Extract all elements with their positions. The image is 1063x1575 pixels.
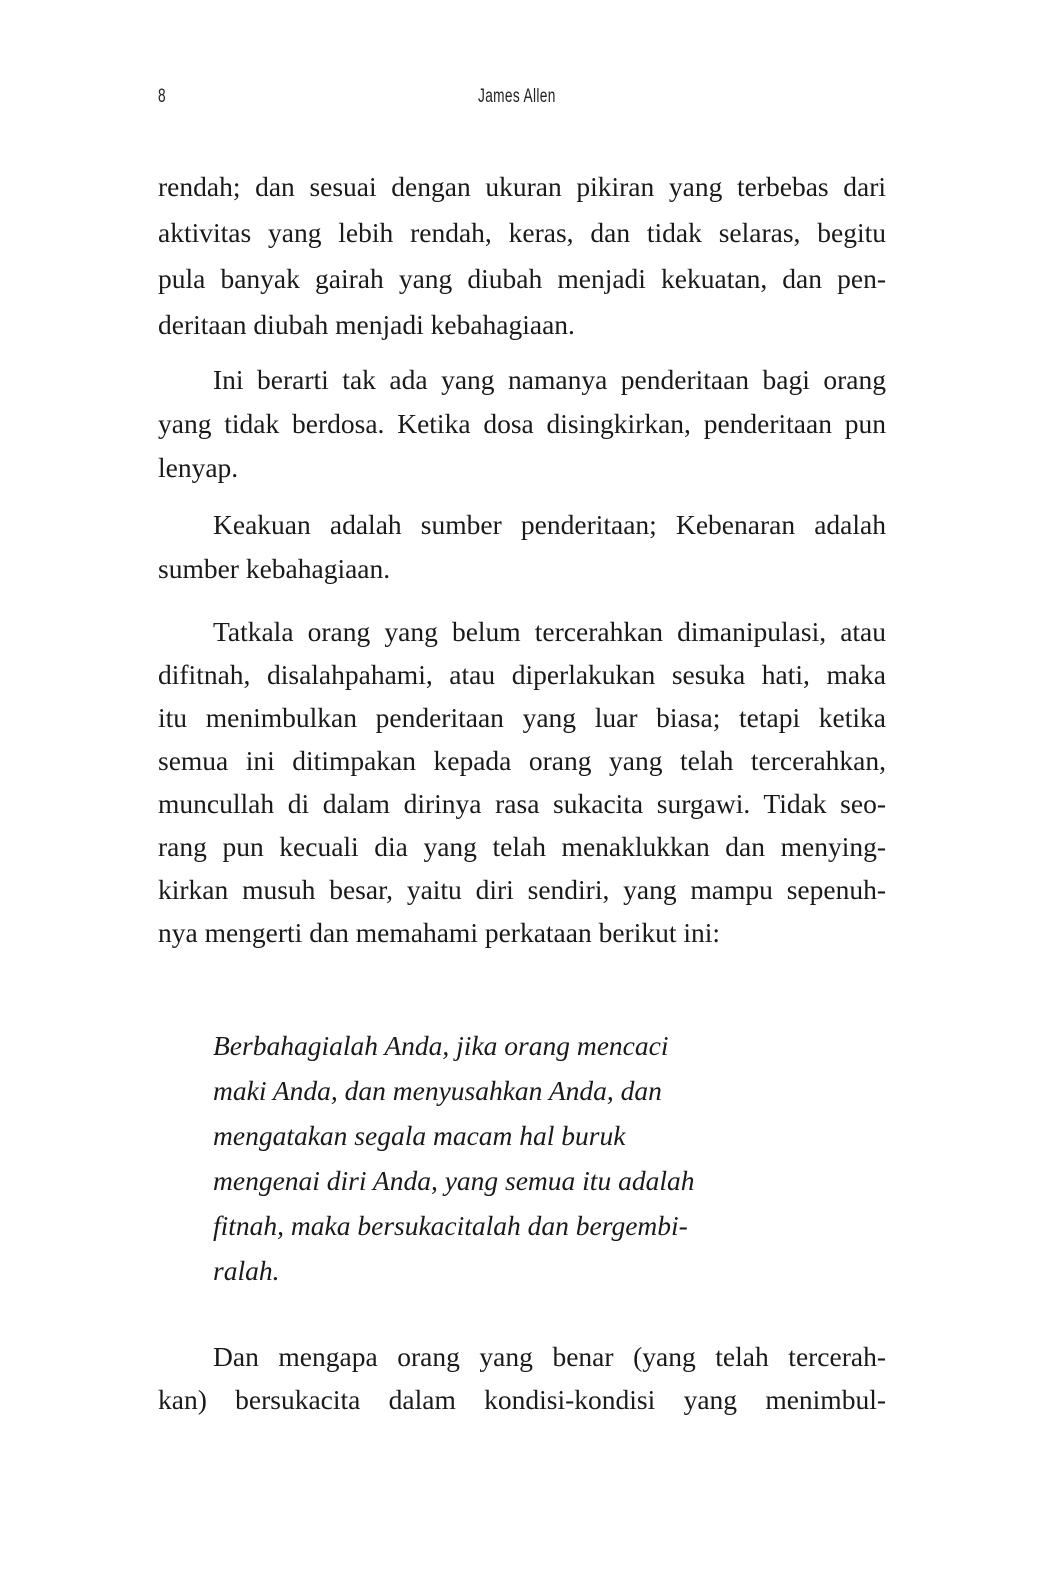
running-header bbox=[0, 86, 1063, 116]
text-line: aktivitas yang lebih rendah, keras, dan tidak selaras, begitu bbox=[158, 217, 886, 248]
text-line: deritaan diubah menjadi kebahagiaan. bbox=[158, 309, 575, 340]
text-line: Dan mengapa orang yang benar (yang telah tercerah- bbox=[213, 1341, 886, 1372]
page-number: 8 bbox=[158, 86, 166, 107]
text-line: Keakuan adalah sumber penderitaan; Kebenaran adalah bbox=[213, 509, 886, 540]
text-line: difitnah, disalahpahami, atau diperlakukan sesuka hati, maka bbox=[158, 659, 886, 690]
text-line: muncullah di dalam dirinya rasa sukacita surgawi. Tidak seo- bbox=[158, 788, 886, 819]
text-line: rendah; dan sesuai dengan ukuran pikiran yang terbebas dari bbox=[158, 171, 886, 202]
quote-line: mengatakan segala macam hal buruk bbox=[213, 1120, 626, 1151]
quote-line: fitnah, maka bersukacitalah dan bergembi- bbox=[213, 1210, 688, 1241]
quote-line: mengenai diri Anda, yang semua itu adalah bbox=[213, 1165, 695, 1196]
text-line: itu menimbulkan penderitaan yang luar biasa; tetapi ketika bbox=[158, 702, 886, 733]
quote-line: maki Anda, dan menyusahkan Anda, dan bbox=[213, 1075, 662, 1106]
quote-line: ralah. bbox=[213, 1255, 280, 1286]
text-line: Tatkala orang yang belum tercerahkan dimanipulasi, atau bbox=[213, 616, 886, 647]
text-line: lenyap. bbox=[158, 452, 239, 483]
text-line: semua ini ditimpakan kepada orang yang telah tercerahkan, bbox=[158, 745, 886, 776]
running-head-author: James Allen bbox=[478, 86, 556, 107]
text-line: kirkan musuh besar, yaitu diri sendiri, yang mampu sepenuh- bbox=[158, 874, 886, 905]
text-line: kan) bersukacita dalam kondisi-kondisi yang menimbul- bbox=[158, 1384, 886, 1415]
text-line: rang pun kecuali dia yang telah menaklukkan dan menying- bbox=[158, 831, 886, 862]
text-line: pula banyak gairah yang diubah menjadi kekuatan, dan pen- bbox=[158, 263, 886, 294]
text-line: yang tidak berdosa. Ketika dosa disingkirkan, penderitaan pun bbox=[158, 408, 886, 439]
quote-line: Berbahagialah Anda, jika orang mencaci bbox=[213, 1030, 669, 1061]
text-line: Ini berarti tak ada yang namanya penderitaan bagi orang bbox=[213, 364, 886, 395]
text-line: sumber kebahagiaan. bbox=[158, 553, 391, 584]
text-line: nya mengerti dan memahami perkataan berikut ini: bbox=[158, 917, 721, 948]
